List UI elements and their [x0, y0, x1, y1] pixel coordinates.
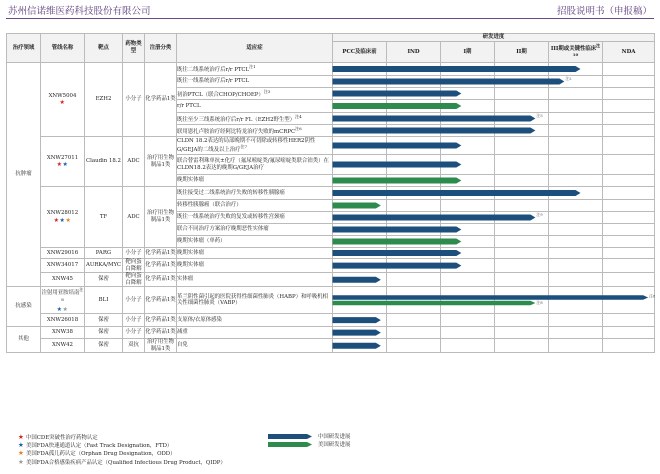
- stage-cell: [495, 200, 549, 212]
- star-icon: ★: [18, 441, 24, 450]
- indication: [177, 273, 333, 287]
- stage-cell: [603, 314, 655, 327]
- pipeline-name: [41, 63, 85, 137]
- table-row: [7, 187, 655, 200]
- table-row: [7, 273, 655, 287]
- stage-cell: [603, 273, 655, 287]
- registration-class: 治疗用生物制品1类: [145, 137, 177, 187]
- stage-cell: [495, 248, 549, 259]
- therapy-area: 抗肿瘤: [7, 63, 41, 287]
- stage-cell: [387, 113, 441, 125]
- therapy-area: 其他: [7, 327, 41, 353]
- pipeline-label: XNW27011: [46, 154, 79, 161]
- pipeline-label: XNW28012: [46, 210, 79, 217]
- legend-item: [18, 458, 226, 466]
- legend-text: 美国FDA孤儿药认定（Orphan Drug Designation，ODD）: [26, 451, 176, 458]
- stage-cell: [441, 200, 495, 212]
- legend-item: [18, 441, 226, 449]
- bar-note: 注5: [536, 113, 543, 118]
- stage-cell: [603, 339, 655, 353]
- indication: [177, 339, 333, 353]
- drug-type: 小分子: [123, 314, 145, 327]
- indication-note: 注3: [263, 88, 271, 94]
- bar-legend: [268, 433, 350, 449]
- stage-pcc: PCC及临床前: [333, 42, 387, 63]
- stage-cell: [603, 137, 655, 155]
- stage-cell: [603, 224, 655, 236]
- stage-cell: [387, 175, 441, 187]
- stage-cell: [333, 314, 387, 327]
- table-row: [7, 137, 655, 155]
- stage-cell: [549, 113, 603, 125]
- stage-cell: [441, 76, 495, 88]
- stage-cell: [549, 224, 603, 236]
- drug-type: 双抗: [123, 339, 145, 353]
- drug-type: 靶向蛋白降解: [123, 259, 145, 273]
- stage-cell: [603, 200, 655, 212]
- stage-cell: [441, 212, 495, 224]
- pipeline-name: [41, 248, 85, 259]
- legend-text: 中国CDE突破性治疗药物认定: [26, 435, 98, 441]
- indication-note: 注7: [240, 144, 248, 150]
- pipeline-note: 注8: [61, 287, 84, 302]
- stage-cell: [549, 175, 603, 187]
- registration-class: 化学药品1类: [145, 327, 177, 339]
- star-icon: ★: [59, 99, 66, 107]
- col-indication: 适应症: [177, 34, 333, 63]
- stage-cell: [549, 200, 603, 212]
- indication: [177, 88, 333, 100]
- col-target: 靶点: [85, 34, 123, 63]
- bar-swatch-icon: [268, 434, 312, 439]
- star-icon: ★: [62, 161, 69, 169]
- col-area: 治疗领域: [7, 34, 41, 63]
- stage-cell: [495, 100, 549, 113]
- col-drug-type: 药物类型: [123, 34, 145, 63]
- stage-phase1: I期: [441, 42, 495, 63]
- indication-note: 注6: [295, 125, 302, 131]
- stage-cell: [549, 187, 603, 200]
- stage-cell: [495, 339, 549, 353]
- legend-text: 美国研发进展: [318, 442, 351, 449]
- table-row: [7, 248, 655, 259]
- stage-cell: [495, 63, 549, 76]
- registration-class: 化学药品1类: [145, 287, 177, 314]
- stage-cell: [549, 100, 603, 113]
- stage-cell: [495, 88, 549, 100]
- indication: [177, 175, 333, 187]
- indication: [177, 63, 333, 76]
- stage-phase3-note: 注10: [572, 42, 601, 57]
- stage-cell: [549, 339, 603, 353]
- star-legend: [18, 433, 226, 466]
- stage-cell: [387, 248, 441, 259]
- drug-type: 小分子: [123, 287, 145, 314]
- stage-cell: [603, 236, 655, 248]
- stage-cell: [333, 155, 387, 175]
- table-row: [7, 327, 655, 339]
- col-pipeline: 管线名称: [41, 34, 85, 63]
- stage-cell: [495, 113, 549, 125]
- stage-cell: [333, 200, 387, 212]
- designation-stars: [41, 162, 84, 168]
- stage-cell: [333, 137, 387, 155]
- indication: [177, 236, 333, 248]
- legend-text: 中国研发进展: [318, 434, 351, 440]
- indication: [177, 259, 333, 273]
- target: BLI: [85, 287, 123, 314]
- stage-cell: [387, 273, 441, 287]
- indication: [177, 155, 333, 175]
- pipeline-body: [7, 63, 655, 353]
- target: PARG: [85, 248, 123, 259]
- stage-cell: [441, 88, 495, 100]
- stage-cell: [549, 76, 603, 88]
- stage-cell: [495, 137, 549, 155]
- stage-cell: [603, 155, 655, 175]
- stage-cell: [603, 327, 655, 339]
- indication: [177, 287, 333, 314]
- pipeline-name: [41, 327, 85, 339]
- stage-cell: [333, 187, 387, 200]
- stage-cell: [333, 113, 387, 125]
- legend-item: [268, 433, 350, 441]
- stage-cell: [603, 187, 655, 200]
- stage-cell: [387, 327, 441, 339]
- indication-text: 既往一线系统治疗后r/r PTCL: [177, 78, 250, 85]
- indication-text: r/r PTCL: [177, 102, 201, 109]
- pipeline-name: [41, 137, 85, 187]
- star-icon: ★: [62, 306, 69, 314]
- drug-type: 小分子: [123, 327, 145, 339]
- stage-cell: [603, 248, 655, 259]
- stage-cell: [387, 224, 441, 236]
- legend-text: 美国FDA合格感染疾病产品认定（Qualified Infectious Drug Product，QIDP）: [26, 459, 226, 466]
- stage-cell: [387, 212, 441, 224]
- registration-class: 治疗用生物制品1类: [145, 339, 177, 353]
- target: 保密: [85, 273, 123, 287]
- stage-cell: [549, 327, 603, 339]
- stage-cell: [387, 63, 441, 76]
- table-row: [7, 259, 655, 273]
- document-title: 招股说明书（申报稿）: [556, 6, 652, 17]
- star-icon: ★: [65, 216, 72, 224]
- legend-item: [268, 441, 350, 449]
- stage-cell: [441, 314, 495, 327]
- stage-cell: [495, 175, 549, 187]
- target: 保密: [85, 327, 123, 339]
- indication-text: 转移性胰腺癌（联合治疗）: [177, 202, 242, 209]
- stage-cell: [441, 248, 495, 259]
- indication-note: 注1: [249, 64, 256, 70]
- stage-cell: [549, 287, 603, 314]
- stage-cell: [603, 212, 655, 224]
- bar-swatch-icon: [268, 442, 312, 447]
- drug-type: 小分子: [123, 248, 145, 259]
- registration-class: 化学药品1类: [145, 259, 177, 273]
- stage-cell: [441, 187, 495, 200]
- stage-cell: [549, 63, 603, 76]
- star-icon: ★: [18, 433, 24, 441]
- stage-cell: [549, 259, 603, 273]
- stage-cell: [603, 113, 655, 125]
- stage-cell: [387, 100, 441, 113]
- pipeline-label: XNW42: [52, 342, 73, 349]
- stage-cell: [495, 224, 549, 236]
- stage-phase2: II期: [495, 42, 549, 63]
- stage-cell: [333, 287, 387, 314]
- star-icon: ★: [18, 457, 24, 466]
- stage-cell: [603, 100, 655, 113]
- stage-cell: [549, 155, 603, 175]
- star-icon: ★: [56, 306, 63, 314]
- stage-cell: [387, 155, 441, 175]
- legend-item: [18, 433, 226, 441]
- indication-text: 既往一线系统治疗失败的复发或转移性宫颈癌: [177, 214, 285, 221]
- bar-note: 注8: [536, 299, 543, 305]
- stage-cell: [441, 259, 495, 273]
- registration-class: 化学药品1类: [145, 273, 177, 287]
- registration-class: 化学药品1类: [145, 63, 177, 137]
- legend-text: 美国FDA快速通道认定（Fast Track Designation，FTD）: [26, 443, 173, 450]
- stage-cell: [441, 63, 495, 76]
- stage-cell: [441, 273, 495, 287]
- stage-cell: [441, 113, 495, 125]
- star-icon: ★: [18, 449, 24, 458]
- indication: [177, 113, 333, 125]
- star-icon: ★: [59, 216, 66, 224]
- stage-cell: [333, 339, 387, 353]
- stage-cell: [495, 76, 549, 88]
- stage-cell: [441, 137, 495, 155]
- bar-note: 注9: [536, 212, 543, 217]
- stage-cell: [495, 212, 549, 224]
- stage-cell: [495, 327, 549, 339]
- stage-cell: [387, 259, 441, 273]
- pipeline-label: XNW29016: [46, 249, 79, 256]
- stage-cell: [387, 314, 441, 327]
- stage-phase3-label: III期或关键性临床: [550, 45, 597, 52]
- indication: [177, 125, 333, 137]
- stage-cell: [441, 125, 495, 137]
- indication-text: 晚期实体瘤: [177, 177, 204, 184]
- stage-cell: [603, 287, 655, 314]
- stage-ind: IND: [387, 42, 441, 63]
- designation-stars: [41, 218, 84, 224]
- indication-text: 支原体/衣原体感染: [177, 316, 222, 323]
- stage-cell: [549, 236, 603, 248]
- drug-type: 小分子: [123, 63, 145, 137]
- indication: [177, 76, 333, 88]
- bar-note: 注8: [649, 293, 656, 299]
- stage-cell: [549, 248, 603, 259]
- indication-text: 联用恩扎卢胺治疗经阿比特龙治疗失败的mCRPC: [177, 128, 296, 135]
- table-row: [7, 314, 655, 327]
- stage-cell: [333, 273, 387, 287]
- stage-cell: [549, 212, 603, 224]
- stage-cell: [603, 259, 655, 273]
- target: EZH2: [85, 63, 123, 137]
- stage-cell: [387, 236, 441, 248]
- stage-cell: [333, 175, 387, 187]
- stage-cell: [549, 137, 603, 155]
- indication-text: 晚期实体瘤: [177, 249, 204, 256]
- indication-text: 既往至少三线系统治疗后r/r FL（EZH2野生型）: [177, 116, 296, 123]
- registration-class: 化学药品1类: [145, 314, 177, 327]
- stage-cell: [333, 125, 387, 137]
- stage-nda: NDA: [603, 42, 655, 63]
- col-registration: 注册分类: [145, 34, 177, 63]
- stage-cell: [441, 236, 495, 248]
- pipeline-label: XNW26018: [46, 316, 79, 323]
- stage-cell: [495, 259, 549, 273]
- target: 保密: [85, 339, 123, 353]
- stage-cell: [495, 273, 549, 287]
- stage-cell: [333, 248, 387, 259]
- stage-cell: [333, 236, 387, 248]
- target: 保密: [85, 314, 123, 327]
- pipeline-label: 注射用亚胺培南: [41, 290, 80, 297]
- indication: [177, 200, 333, 212]
- target: AURKA/MYC: [85, 259, 123, 273]
- indication: [177, 137, 333, 155]
- star-icon: ★: [56, 161, 63, 169]
- stage-cell: [603, 125, 655, 137]
- stage-cell: [441, 287, 495, 314]
- stage-cell: [441, 100, 495, 113]
- pipeline-table: [6, 33, 655, 353]
- table-row: [7, 287, 655, 314]
- pipeline-label: XNW5004: [48, 92, 77, 99]
- stage-cell: [495, 236, 549, 248]
- stage-cell: [333, 88, 387, 100]
- bar-note: 注2: [565, 76, 572, 81]
- indication: [177, 187, 333, 200]
- stage-cell: [333, 212, 387, 224]
- indication: [177, 212, 333, 224]
- indication-text: 晚期实体瘤（单药）: [177, 238, 226, 245]
- drug-type: 靶向蛋白降解: [123, 273, 145, 287]
- drug-type: ADC: [123, 187, 145, 248]
- col-progress: 研发进度: [333, 34, 655, 42]
- table-row: [7, 63, 655, 76]
- designation-stars: [41, 307, 84, 313]
- target: Claudin 18.2: [85, 137, 123, 187]
- stage-cell: [333, 259, 387, 273]
- stage-cell: [495, 187, 549, 200]
- indication: [177, 314, 333, 327]
- stage-cell: [495, 287, 549, 314]
- drug-type: ADC: [123, 137, 145, 187]
- stage-cell: [387, 125, 441, 137]
- stage-phase3: [549, 42, 603, 63]
- stage-cell: [441, 155, 495, 175]
- stage-cell: [387, 187, 441, 200]
- stage-cell: [495, 155, 549, 175]
- indication-text: 革兰阴性菌引起的医院获得性细菌性肺炎（HABP）和呼吸机相关性细菌性肺炎（VABP）: [177, 293, 328, 307]
- indication-text: 既往二线系统治疗后r/r PTCL: [177, 67, 250, 74]
- stage-cell: [387, 137, 441, 155]
- stage-cell: [549, 125, 603, 137]
- indication: [177, 327, 333, 339]
- pipeline-name: [41, 287, 85, 314]
- stage-cell: [495, 314, 549, 327]
- stage-cell: [441, 339, 495, 353]
- stage-cell: [333, 224, 387, 236]
- stage-cell: [549, 314, 603, 327]
- stage-cell: [495, 125, 549, 137]
- indication-text: 既往接受过二线系统治疗失败的转移性胰腺癌: [177, 189, 285, 196]
- stage-cell: [387, 287, 441, 314]
- indication-text: 初治PTCL（联合CHOP/CHOEP）: [177, 91, 264, 98]
- stage-cell: [387, 88, 441, 100]
- registration-class: 化学药品1类: [145, 248, 177, 259]
- stage-cell: [333, 327, 387, 339]
- indication: [177, 248, 333, 259]
- table-row: [7, 339, 655, 353]
- indication-text: 联合替雷利珠单抗±化疗（氟尿嘧啶类/氟尿嘧啶类联合铂类）在CLDN18.2表达的晚期G/GEJA治疗: [177, 157, 329, 171]
- stage-cell: [549, 88, 603, 100]
- stage-cell: [549, 273, 603, 287]
- pipeline-name: [41, 187, 85, 248]
- stage-cell: [441, 224, 495, 236]
- target: TF: [85, 187, 123, 248]
- indication-text: 晚期实体瘤: [177, 262, 204, 269]
- company-name: 苏州信诺维医药科技股份有限公司: [8, 6, 151, 17]
- indication-text: 自免: [177, 342, 188, 349]
- stage-cell: [603, 88, 655, 100]
- pipeline-label: XNW34017: [46, 262, 79, 269]
- indication: [177, 100, 333, 113]
- pipeline-label: XNW45: [52, 276, 73, 283]
- stage-cell: [603, 76, 655, 88]
- therapy-area: 抗感染: [7, 287, 41, 327]
- stage-cell: [387, 76, 441, 88]
- stage-cell: [333, 76, 387, 88]
- pipeline-name: [41, 314, 85, 327]
- indication-text: 减重: [177, 329, 188, 336]
- pipeline-name: [41, 273, 85, 287]
- designation-stars: [41, 100, 84, 106]
- indication-text: 联合不同治疗方案治疗晚期恶性实体瘤: [177, 226, 269, 233]
- stage-cell: [441, 327, 495, 339]
- stage-cell: [333, 100, 387, 113]
- stage-cell: [603, 175, 655, 187]
- star-icon: ★: [53, 216, 60, 224]
- stage-cell: [387, 339, 441, 353]
- indication-text: CLDN 18.2表达的局部晚期不可切除或转移性HER2阴性G/GEJA的二线及以上治疗: [177, 137, 316, 153]
- indication-note: 注4: [295, 113, 302, 119]
- stage-cell: [441, 175, 495, 187]
- pipeline-name: [41, 339, 85, 353]
- page-header: [6, 0, 654, 19]
- registration-class: 治疗用生物制品1类: [145, 187, 177, 248]
- stage-cell: [387, 200, 441, 212]
- legend-item: [18, 449, 226, 457]
- stage-cell: [603, 63, 655, 76]
- stage-cell: [333, 63, 387, 76]
- indication: [177, 224, 333, 236]
- pipeline-name: [41, 259, 85, 273]
- indication-text: 实体瘤: [177, 276, 194, 283]
- pipeline-label: XNW38: [52, 329, 73, 336]
